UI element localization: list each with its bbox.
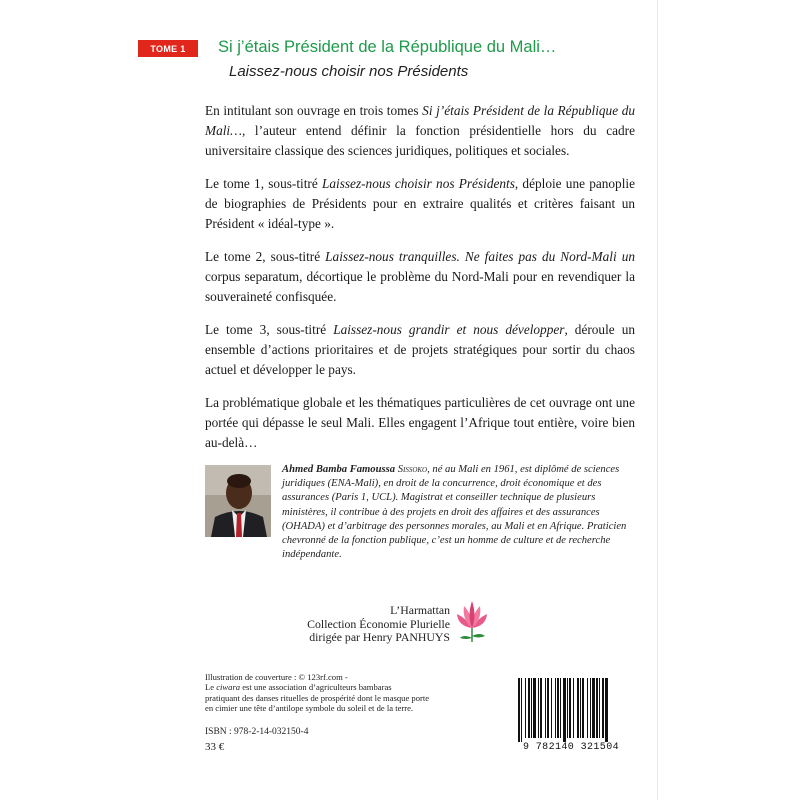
barcode-bar — [525, 678, 526, 738]
barcode-bar — [557, 678, 559, 738]
barcode-bar — [605, 678, 608, 742]
credits-line-1: Illustration de couverture : © 123rf.com - — [205, 672, 348, 682]
lotus-logo-icon — [454, 598, 490, 644]
barcode — [508, 674, 634, 760]
barcode-bars — [514, 678, 628, 742]
author-block — [205, 465, 635, 575]
barcode-bar — [551, 678, 552, 738]
isbn: ISBN : 978-2-14-032150-4 — [205, 727, 309, 737]
barcode-bar — [596, 678, 598, 738]
barcode-bar — [528, 678, 530, 738]
barcode-bar — [590, 678, 591, 738]
cover-edge-line — [657, 0, 658, 800]
barcode-bar — [555, 678, 556, 738]
barcode-bar — [547, 678, 549, 738]
publisher-info — [300, 604, 450, 645]
book-subtitle: Laissez-nous choisir nos Présidents — [229, 63, 469, 80]
barcode-bar — [518, 678, 520, 742]
cover-credits — [205, 672, 465, 714]
price: 33 € — [205, 741, 225, 753]
blurb-paragraph-4: Le tome 3, sous-titré Laissez-nous grandir et nous développer, déroule un ensemble d’actions prioritaires et de projets stratégiques pour sortir du chaos actuel et développer le pays. — [205, 322, 635, 377]
publisher-name: L’Harmattan — [390, 603, 450, 617]
barcode-bar — [560, 678, 561, 738]
barcode-bar — [567, 678, 568, 738]
credits-line-3: pratiquant des danses rituelles de prospérité dont le masque porte — [205, 692, 430, 703]
barcode-bar — [580, 678, 581, 738]
author-surname: Sissoko — [397, 464, 428, 475]
blurb-text — [205, 101, 635, 466]
author-bio: Ahmed Bamba Famoussa Sissoko, né au Mali en 1961, est diplômé de sciences juridiques (ENA-Mali), en droit de la concurrence, droit économique et des assurances (Paris 1, UCL). Magistrat et conseiller technique de plusieurs ministères, il contribue à des projets en droit des affaires et des assurances (OHADA) et d’arbitrage des personnes morales, au Mali et en Afrique. Praticien chevronné de la fonction publique, c’est un homme de culture et de recherche indépendante. — [282, 464, 627, 561]
barcode-bar — [533, 678, 536, 738]
barcode-bar — [592, 678, 595, 738]
author-photo — [205, 465, 271, 537]
barcode-bar — [577, 678, 579, 738]
barcode-bar — [521, 678, 522, 742]
blurb-paragraph-1: En intitulant son ouvrage en trois tomes Si j’étais Président de la République du Mali…, l’auteur entend définir la fonction présidentielle hors du cadre universitaire classique des sciences juridiques, politiques et sociales. — [205, 103, 635, 158]
barcode-bar — [573, 678, 574, 738]
barcode-bar — [545, 678, 546, 738]
collection-director: dirigée par Henry PANHUYS — [309, 630, 450, 644]
barcode-bar — [599, 678, 600, 738]
credits-line-2: Le ciwara est une association d’agriculteurs bambaras — [205, 682, 392, 693]
author-name: Ahmed Bamba Famoussa — [282, 464, 396, 475]
barcode-bar — [563, 678, 566, 742]
barcode-bar — [540, 678, 542, 738]
collection-name: Collection Économie Plurielle — [307, 616, 450, 631]
credits-line-4: en cimier une tête d’antilope symbole du soleil et de la terre. — [205, 703, 414, 714]
barcode-bar — [569, 678, 571, 738]
barcode-bar — [602, 678, 604, 738]
barcode-bar — [582, 678, 584, 738]
blurb-paragraph-5: La problématique globale et les thématiques particulières de cet ouvrage ont une portée qui dépasse le seul Mali. Elles engagent l’Afrique tout entière, voire bien au-delà… — [205, 395, 635, 450]
barcode-bar — [531, 678, 532, 738]
barcode-bar — [587, 678, 588, 738]
barcode-bar — [538, 678, 539, 738]
barcode-digits: 9 782140 321504 — [522, 742, 619, 753]
tome-badge: TOME 1 — [138, 40, 198, 57]
book-title: Si j’étais Président de la République du Mali… — [218, 38, 557, 56]
blurb-paragraph-3: Le tome 2, sous-titré Laissez-nous tranquilles. Ne faites pas du Nord-Mali un corpus separatum, décortique le problème du Nord-Mali pour en revendiquer la souveraineté confisquée. — [205, 249, 635, 304]
blurb-paragraph-2: Le tome 1, sous-titré Laissez-nous choisir nos Présidents, déploie une panoplie de biographies de Présidents pour en extraire qualités et critères faisant un Président « idéal-type ». — [205, 176, 636, 231]
